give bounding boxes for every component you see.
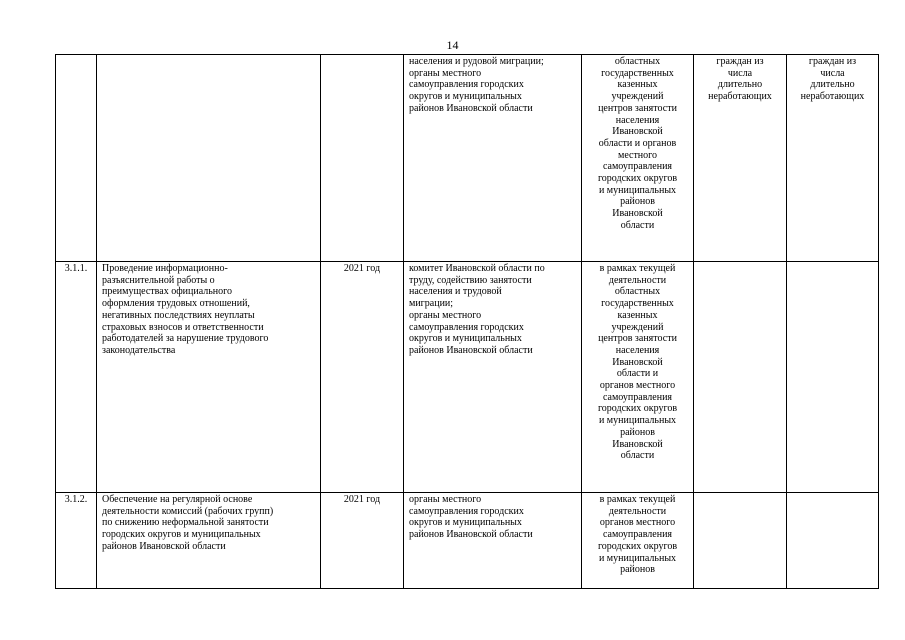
measure-cell: Обеспечение на регулярной основе деятельности комиссий (рабочих групп) по снижению неформальной занятости городских округов и муниципальных районов Ивановской области [97, 493, 321, 589]
measure-cell [97, 55, 321, 262]
date-cell: 2021 год [321, 262, 404, 493]
indicator-cell [694, 493, 787, 589]
row-number-cell: 3.1.2. [56, 493, 97, 589]
indicator-value-cell [787, 493, 879, 589]
indicator-cell: граждан из числа длительно неработающих [694, 55, 787, 262]
financing-cell: в рамках текущей деятельности органов местного самоуправления городских округов и муниципальных районов [582, 493, 694, 589]
responsible-cell: населения и рудовой миграции; органы местного самоуправления городских округов и муниципальных районов Ивановской области [404, 55, 582, 262]
measures-table [55, 54, 879, 589]
responsible-cell: комитет Ивановской области по труду, содействию занятости населения и трудовой миграции; органы местного самоуправления городских округов и муниципальных районов Ивановской области [404, 262, 582, 493]
date-cell [321, 55, 404, 262]
financing-cell: в рамках текущей деятельности областных государственных казенных учреждений центров занятости населения Ивановской области и органов местного самоуправления городских округов и муниципальных районов Ивановской области [582, 262, 694, 493]
indicator-value-cell [787, 262, 879, 493]
measure-cell: Проведение информационно- разъяснительной работы о преимуществах официального оформления трудовых отношений, негативных последствиях неуплаты страховых взносов и ответственности работодателей за нарушение трудового законодательства [97, 262, 321, 493]
table-row [56, 262, 879, 493]
table-row [56, 493, 879, 589]
row-number-cell: 3.1.1. [56, 262, 97, 493]
responsible-cell: органы местного самоуправления городских округов и муниципальных районов Ивановской области [404, 493, 582, 589]
indicator-value-cell: граждан из числа длительно неработающих [787, 55, 879, 262]
financing-cell: областных государственных казенных учреждений центров занятости населения Ивановской области и органов местного самоуправления городских округов и муниципальных районов Ивановской области [582, 55, 694, 262]
date-cell: 2021 год [321, 493, 404, 589]
table-row [56, 55, 879, 262]
page-number: 14 [446, 38, 459, 52]
row-number-cell [56, 55, 97, 262]
indicator-cell [694, 262, 787, 493]
